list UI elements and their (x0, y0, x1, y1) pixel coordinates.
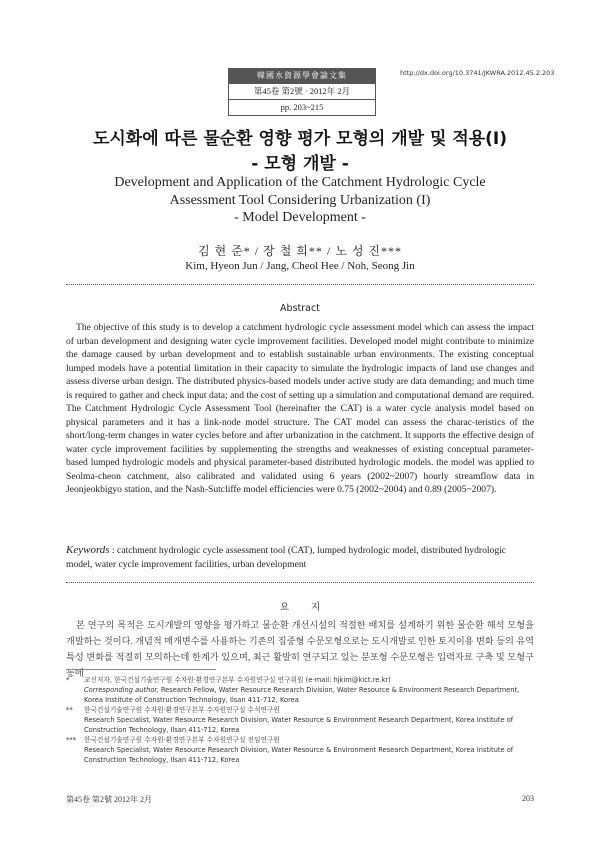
authors-english: Kim, Hyeon Jun / Jang, Cheol Hee / Noh, Seong Jin (185, 260, 415, 272)
divider-bottom (66, 582, 534, 583)
footnote-english: Research Specialist, Water Resource Research Division, Water Resource & Environment Research Department, Korea Institute of Construction Technology, Ilsan 411-712, Korea (84, 716, 514, 734)
footnote-mark: * (66, 676, 70, 684)
journal-pages: pp. 203~215 (229, 99, 375, 115)
footnote-corresponding-label: Corresponding author, (84, 686, 159, 694)
title-english-line-2: Assessment Tool Considering Urbanization (I) (169, 193, 431, 208)
journal-info-box (228, 68, 376, 116)
keywords-label: Keywords (66, 544, 110, 556)
keywords (66, 544, 534, 571)
abstract-body: The objective of this study is to develop a catchment hydrologic cycle assessment model which can assess the impact of urban development and designing water cycle improvement facilities. Developed model might contribute to minimize the damage caused by urban development and to establish sustainable urban environments. The existing conceptual lumped models have a potential limitation in their capacity to simulate the hydrologic impacts of land use changes and assess diverse urban design. The distributed physics-based models under active study are data demanding; and much time is required to gather and check input data; and the cost of setting up a simulation and computational demand are required. The Catchment Hydrologic Cycle Assessment Tool (hereinafter the CAT) is a water cycle analysis model based on physical parameters and it has a link-node model structure. The CAT model can assess the charac-teristics of the short/long-term changes in water cycles before and after urbanization in the catchment. It supports the effective design of water cycle improvement facilities by supplementing the strengths and weaknesses of existing conceptual parameter-based lumped hydrologic models and physical parameter-based distributed hydrologic models. the model was applied to Seolma-cheon catchment, also calibrated and validated using 6 years (2002~2007) hourly streamflow data in Jeonjeokbigyo station, and the Nash-Sutcliffe model efficiencies were 0.75 (2002~2004) and 0.89 (2005~2007). (66, 322, 534, 495)
abstract-heading: Abstract (280, 303, 320, 314)
title-korean: 도시화에 따른 물순환 영향 평가 모형의 개발 및 적용(I) (92, 129, 508, 149)
footnote-2 (66, 705, 534, 735)
korean-summary-heading: 요지 (279, 602, 343, 613)
footnote-mark: *** (66, 736, 77, 744)
footnote-3 (66, 735, 534, 765)
footnote-mark: ** (66, 706, 73, 714)
keywords-text: : catchment hydrologic cycle assessment tool (CAT), lumped hydrologic model, distributed hydrologic model, water cycle improvement facilities, urban development (66, 545, 507, 570)
page-number: 203 (522, 794, 534, 803)
subtitle-korean: - 모형 개발 - (251, 154, 349, 174)
divider-top (66, 284, 534, 285)
authors-korean: 김 현 준* / 장 철 희** / 노 성 진*** (198, 244, 402, 258)
footnote-korean: 한국건설기술연구원 수자원·환경연구본부 수자원연구실 전임연구원 (84, 736, 280, 744)
footnote-english: Research Specialist, Water Resource Research Division, Water Resource & Environment Research Department, Korea Institute of Construction Technology, Ilsan 411-712, Korea (84, 746, 514, 764)
journal-name: 韓國水資源學會論文集 (229, 69, 375, 83)
footnote-1 (66, 675, 534, 705)
journal-volume: 第45卷 第2號 · 2012年 2月 (229, 83, 375, 99)
footnote-english: Research Fellow, Water Resource Research Division, Water Resource & Environment Research Department, Korea Institute of Construction Technology, Ilsan 411-712, Korea (84, 686, 520, 704)
korean-summary-body: 본 연구의 목적은 도시개발의 영향을 평가하고 물순환 개선시설의 적절한 배치를 설계하기 위한 물순환 해석 모형을 개발하는 것이다. 개념적 매개변수를 사용하는 기존의 집중형 수문모형으로는 도시개발로 인한 토지이용 변화 등의 유역 특성 변화를 적절히 모의하는데 한계가 있으며, 최근 활발히 연구되고 있는 분포형 수문모형은 입력자료 구축 및 모형구동에 (66, 620, 534, 678)
footnote-korean: 한국건설기술연구원 수자원·환경연구본부 수자원연구실 수석연구원 (84, 706, 280, 714)
footer-issue: 第45卷 第2號 2012年 2月 (66, 795, 152, 804)
title-english-line-3: - Model Development - (234, 210, 366, 225)
doi-link[interactable]: http://dx.doi.org/10.3741/JKWRA.2012.45.2.203 (400, 69, 555, 77)
footnote-rule (66, 669, 216, 670)
footnote-korean: 교신저자, 한국건설기술연구원 수자원·환경연구본부 수자원연구실 연구위원 (e-mail: hjkim@kict.re.kr) (84, 676, 391, 684)
title-english-line-1: Development and Application of the Catchment Hydrologic Cycle (114, 175, 486, 190)
footnotes (66, 675, 534, 765)
